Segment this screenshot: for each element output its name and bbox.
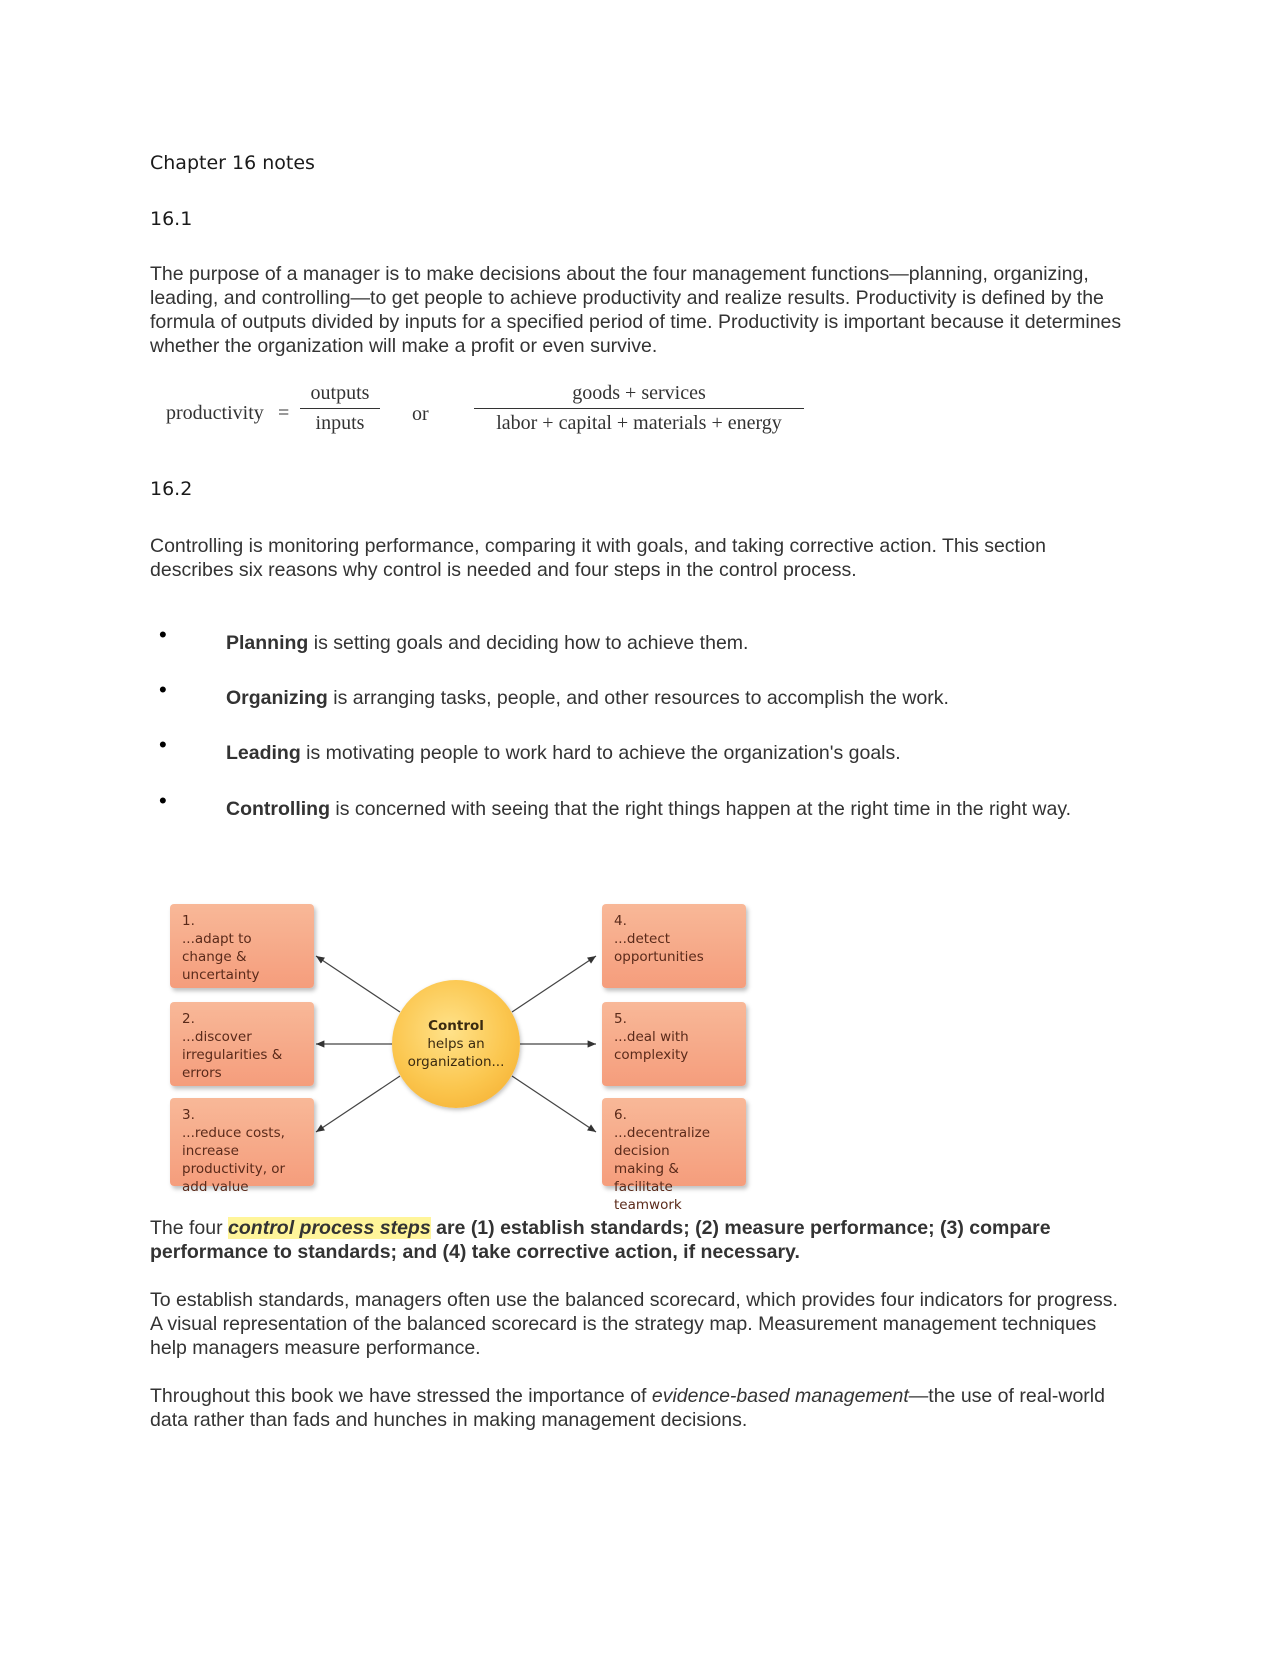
list-item: [150, 677, 1110, 711]
list-item-text: is concerned with seeing that the right things happen at the right time in the right way.: [329, 798, 1072, 820]
bullet-icon: •: [159, 622, 167, 647]
reason-number: 1.: [182, 913, 195, 929]
reason-number: 2.: [182, 1011, 195, 1027]
reason-text: ...adapt to change & uncertainty: [182, 931, 260, 983]
reason-box-6: [602, 1098, 746, 1213]
list-item-term: Planning: [226, 632, 309, 654]
reason-box-1: [170, 904, 314, 988]
bullet-icon: •: [159, 732, 167, 757]
reason-text: ...decentralize decision making & facilitate teamwork: [614, 1125, 711, 1213]
formula-fraction-1-numerator: outputs: [310, 382, 370, 404]
reason-number: 6.: [614, 1107, 627, 1123]
reason-text: ...discover irregularities & errors: [182, 1029, 283, 1081]
list-item-text: is motivating people to work hard to achieve the organization's goals.: [300, 742, 901, 764]
formula-fraction-2: [474, 382, 804, 435]
reason-number: 4.: [614, 913, 627, 929]
list-item: [150, 732, 1110, 766]
formula-lhs: productivity: [166, 402, 264, 424]
list-item-term: Leading: [226, 742, 301, 764]
formula-or: or: [412, 403, 429, 425]
reason-text: ...reduce costs, increase productivity, or add value: [182, 1125, 286, 1195]
arrow-to-box-1: [316, 956, 400, 1012]
evidence-rest: —the use of real-world data rather than fads and hunches in making management decisions.: [150, 1385, 1105, 1431]
reason-box-4: [602, 904, 746, 988]
control-reasons-diagram: [166, 900, 766, 1213]
list-item-text: is setting goals and deciding how to achieve them.: [308, 632, 749, 654]
evidence-lead: Throughout this book we have stressed the importance of: [150, 1385, 652, 1407]
list-item: [150, 622, 1110, 656]
control-steps-lead: The four: [150, 1217, 229, 1239]
hub-line-2: helps an: [427, 1036, 485, 1052]
control-steps-bold: are (1) establish standards; (2) measure performance; (3) compare performance to standards; and (4) take corrective action, if necessary.: [150, 1217, 1051, 1263]
formula-equals: =: [278, 402, 290, 424]
paragraph-productivity: The purpose of a manager is to make decisions about the four management functions—planning, organizing, leading, and controlling—to get people to achieve productivity and realize results. Productivity is defined by the formula of outputs divided by inputs for a specified period of time. Productivity is important because it determines whether the organization will make a profit or even survive.: [150, 263, 1122, 357]
bullet-icon: •: [159, 677, 167, 702]
document-title: Chapter 16 notes: [150, 152, 315, 174]
arrow-to-box-3: [316, 1076, 400, 1132]
reason-box-2: [170, 1002, 314, 1086]
arrow-to-box-4: [512, 956, 596, 1012]
formula-fraction-1-denominator: inputs: [300, 408, 380, 435]
bullet-icon: •: [159, 788, 167, 813]
reason-number: 5.: [614, 1011, 627, 1027]
formula-fraction-2-denominator: labor + capital + materials + energy: [474, 408, 804, 435]
section-heading-16-2: 16.2: [150, 478, 193, 500]
reason-number: 3.: [182, 1107, 195, 1123]
control-hub-circle: [392, 980, 520, 1108]
arrow-to-box-6: [512, 1076, 596, 1132]
list-item: [150, 788, 1110, 822]
formula-fraction-2-numerator: goods + services: [572, 382, 706, 404]
reason-text: ...detect opportunities: [614, 931, 704, 965]
hub-line-3: organization...: [407, 1054, 505, 1070]
paragraph-evidence-based: [150, 1384, 1130, 1432]
paragraph-control-steps: [150, 1216, 1130, 1264]
reason-text: ...deal with complexity: [614, 1029, 689, 1063]
reason-box-3: [170, 1098, 314, 1195]
section-heading-16-1: 16.1: [150, 208, 193, 230]
formula-fraction-1: [300, 382, 380, 435]
list-item-term: Controlling: [226, 798, 330, 820]
highlighted-term: control process steps: [228, 1217, 431, 1239]
paragraph-balanced-scorecard: To establish standards, managers often use the balanced scorecard, which provides four indicators for progress. A visual representation of the balanced scorecard is the strategy map. Measurement management techniques help managers measure performance.: [150, 1289, 1118, 1359]
evidence-italic-term: evidence-based management: [651, 1385, 909, 1407]
list-item-text: is arranging tasks, people, and other resources to accomplish the work.: [327, 687, 949, 709]
list-item-term: Organizing: [226, 687, 328, 709]
reason-box-5: [602, 1002, 746, 1086]
hub-title: Control: [428, 1018, 484, 1034]
paragraph-controlling: Controlling is monitoring performance, comparing it with goals, and taking corrective action. This section describes six reasons why control is needed and four steps in the control process.: [150, 535, 1046, 581]
